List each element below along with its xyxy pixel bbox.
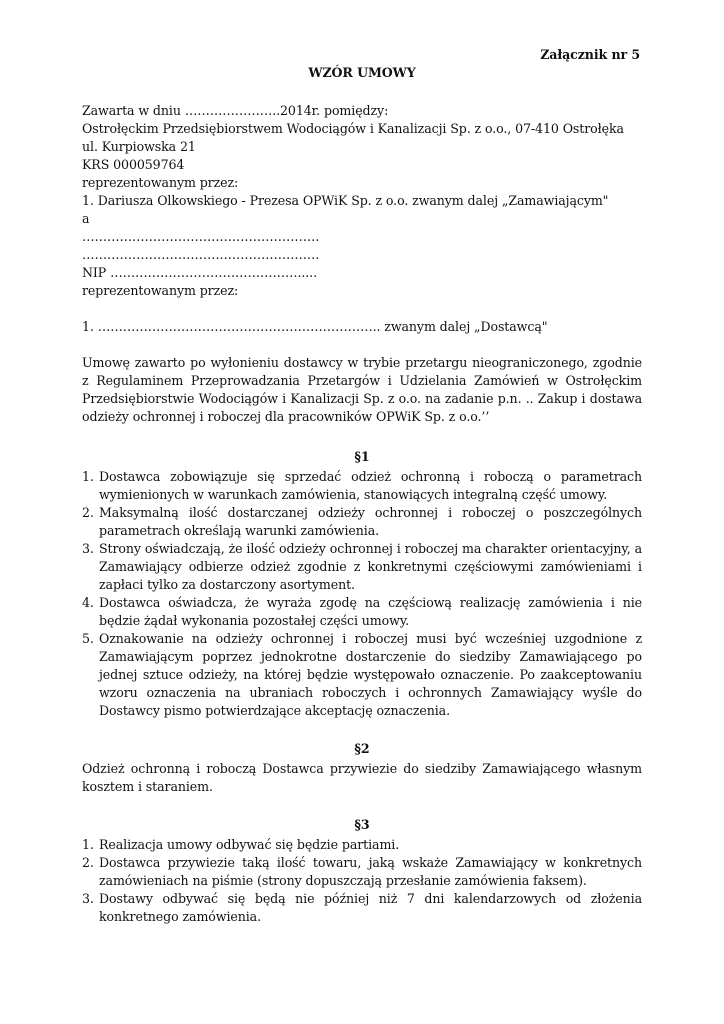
section-3-list [82, 836, 642, 926]
list-item: 2. Dostawca przywiezie taką ilość towaru, jaką wskaże Zamawiający w konkretnych zamówieniach na piśmie (strony dopuszczają przesłanie zamówienia faksem). [82, 855, 642, 888]
section-3-title: §3 [354, 817, 370, 832]
supplier-represented-by-line: reprezentowanym przez: [82, 283, 239, 298]
section-2-paragraph: Odzież ochronną i roboczą Dostawca przywiezie do siedziby Zamawiającego własnym kosztem i staraniem. [82, 761, 642, 794]
list-item: 3. Dostawy odbywać się będą nie później niż 7 dni kalendarzowych od złożenia konkretnego zamówienia. [82, 891, 642, 924]
contract-date-line: Zawarta w dniu …………………..2014r. pomiędzy: [82, 103, 389, 118]
company-street-line: ul. Kurpiowska 21 [82, 139, 196, 154]
list-item: 2. Maksymalną ilość dostarczanej odzieży ochronnej i roboczej o poszczególnych parametrach określają warunki zamówienia. [82, 505, 642, 538]
represented-by-line: reprezentowanym przez: [82, 175, 239, 190]
section-2-title: §2 [354, 741, 370, 756]
section-1-list [82, 468, 642, 720]
conjunction-line: a [82, 211, 90, 226]
list-item: 4. Dostawca oświadcza, że wyraża zgodę na częściową realizację zamówienia i nie będzie żądał wykonania pozostałej części umowy. [82, 595, 642, 628]
blank-supplier-line-1: ………………………………………………… [82, 229, 320, 244]
supplier-nip-line: NIP ………………………………………..... [82, 265, 317, 280]
list-item: 1. Realizacja umowy odbywać się będzie partiami. [82, 837, 400, 852]
blank-supplier-line-2: ………………………………………………… [82, 247, 320, 262]
list-item: 3. Strony oświadczają, że ilość odzieży ochronnej i roboczej ma charakter orientacyjny, a Zamawiający odbierze odzież zgodnie z konkretnymi częściowymi zamówieniami i zapłaci tylko za dostarczony asortyment. [82, 541, 642, 592]
document-title: WZÓR UMOWY [308, 65, 416, 80]
company-name-line: Ostrołęckim Przedsiębiorstwem Wodociągów i Kanalizacji Sp. z o.o., 07-410 Ostrołęka [82, 121, 624, 136]
company-krs-line: KRS 000059764 [82, 157, 185, 172]
supplier-representative-line: 1. ………………………………………………………….. zwanym dalej „Dostawcą" [82, 319, 548, 334]
parties-block [82, 102, 642, 354]
representative-line: 1. Dariusza Olkowskiego - Prezesa OPWiK Sp. z o.o. zwanym dalej „Zamawiającym" [82, 193, 609, 208]
intro-paragraph: Umowę zawarto po wyłonieniu dostawcy w trybie przetargu nieograniczonego, zgodnie z Regulaminem Przeprowadzania Przetargów i Udzielania Zamówień w Ostrołęckim Przedsiębiorstwie Wodociągów i Kanalizacji Sp. z o.o. na zadanie p.n. .. Zakup i dostawa odzieży ochronnej i roboczej dla pracowników OPWiK Sp. z o.o.’’ [82, 355, 642, 424]
list-item: 1. Dostawca zobowiązuje się sprzedać odzież ochronną i roboczą o parametrach wymienionych w warunkach zamówienia, stanowiących integralną część umowy. [82, 469, 642, 502]
section-1-title: §1 [354, 449, 370, 464]
list-item: 5. Oznakowanie na odzieży ochronnej i roboczej musi być wcześniej uzgodnione z Zamawiającym poprzez jednokrotne dostarczenie do siedziby Zamawiającego po jednej sztuce odzieży, na której będzie występowało oznaczenie. Po zaakceptowaniu wzoru oznaczenia na ubraniach roboczych i ochronnych Zamawiający wyśle do Dostawcy pismo potwierdzające akceptację oznaczenia. [82, 631, 642, 718]
annex-label: Załącznik nr 5 [540, 47, 640, 62]
